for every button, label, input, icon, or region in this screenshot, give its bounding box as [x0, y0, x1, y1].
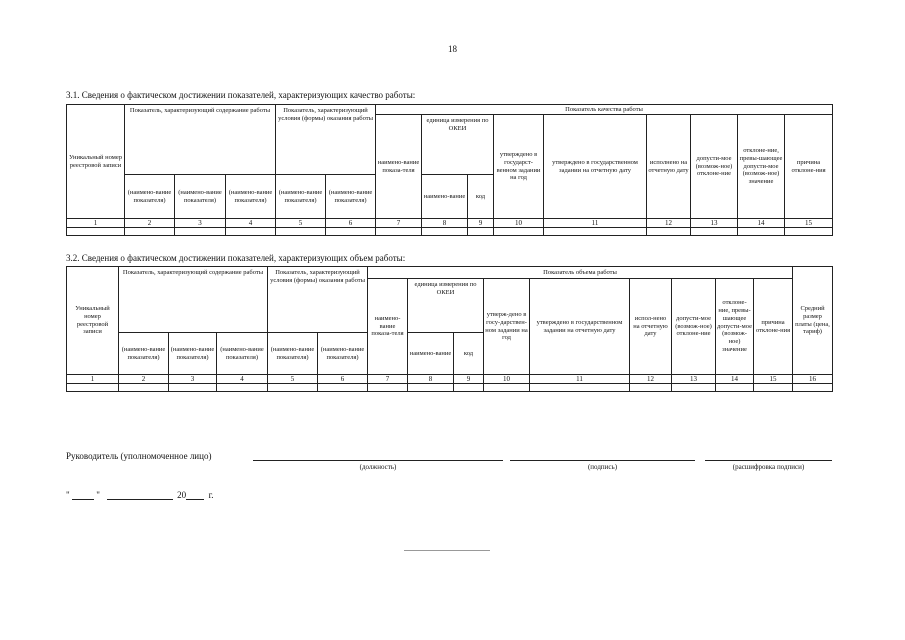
column-number: 5 [268, 375, 318, 384]
section-2-title: 3.2. Сведения о фактическом достижении показателей, характеризующих объем работы: [66, 253, 406, 263]
column-number: 13 [691, 219, 738, 228]
header-sub-name: (наимено-вание показателя) [119, 333, 169, 375]
header-approved-year: утверждено в государст-венном задании на год [494, 115, 544, 219]
header-approved-year: утверж-дено в госу-дарствен-ном задании на год [484, 279, 530, 375]
column-number: 6 [326, 219, 376, 228]
column-number: 7 [368, 375, 408, 384]
column-number: 10 [484, 375, 530, 384]
header-sub-name: (наимено-вание показателя) [226, 175, 276, 219]
column-number: 12 [647, 219, 691, 228]
header-sub-name: (наимено-вание показателя) [169, 333, 217, 375]
header-allowed-deviation: допусти-мое (возмож-ное) отклоне-ние [672, 279, 716, 375]
column-number: 4 [217, 375, 268, 384]
signature-line[interactable] [510, 460, 695, 461]
column-number: 11 [544, 219, 647, 228]
empty-data-row [67, 384, 833, 392]
column-number: 12 [630, 375, 672, 384]
column-number-row [67, 375, 833, 384]
column-number: 1 [67, 375, 119, 384]
date-year-field[interactable] [186, 490, 204, 500]
header-sub-name: (наимено-вание показателя) [326, 175, 376, 219]
column-number: 1 [67, 219, 125, 228]
column-number: 16 [793, 375, 833, 384]
column-number: 3 [169, 375, 217, 384]
date-close-quote: " [96, 490, 100, 500]
date-year-suffix: г. [208, 490, 214, 500]
header-conditions-indicator: Показатель, характеризующий условия (формы) оказания работы [276, 105, 376, 175]
header-executed: исполнено на отчетную дату [647, 115, 691, 219]
header-unit-code: код [468, 175, 494, 219]
header-okei-unit: единица измерения по ОКЕИ [408, 279, 484, 333]
header-approved-date: утверждено в государственном задании на отчетную дату [530, 279, 630, 375]
quality-indicators-table [66, 104, 833, 236]
header-volume-group: Показатель объема работы [368, 267, 793, 279]
header-deviation-reason: причина отклоне-ния [785, 115, 833, 219]
header-content-indicator: Показатель, характеризующий содержание работы [125, 105, 276, 175]
date-month-field[interactable] [107, 490, 173, 500]
header-exceeding-deviation: отклоне-ние, превы-шающее допусти-мое (возмож-ное) значение [738, 115, 785, 219]
header-unique-number: Уникальный номер реестровой записи [67, 105, 125, 219]
column-number: 2 [119, 375, 169, 384]
column-number: 8 [408, 375, 454, 384]
decryption-line[interactable] [705, 460, 832, 461]
header-executed: испол-нено на отчетную дату [630, 279, 672, 375]
section-1-title: 3.1. Сведения о фактическом достижении показателей, характеризующих качество работы: [66, 90, 416, 100]
header-unit-name: наимено-вание [408, 333, 454, 375]
column-number: 4 [226, 219, 276, 228]
header-unit-name: наимено-вание [422, 175, 468, 219]
signatory-label: Руководитель (уполномоченное лицо) [66, 451, 212, 461]
header-quality-group: Показатель качества работы [376, 105, 833, 115]
column-number: 11 [530, 375, 630, 384]
header-sub-name: (наимено-вание показателя) [268, 333, 318, 375]
page-number: 18 [448, 44, 457, 54]
column-number: 13 [672, 375, 716, 384]
column-number: 5 [276, 219, 326, 228]
decryption-caption: (расшифровка подписи) [732, 463, 805, 471]
header-sub-name: (наимено-вание показателя) [125, 175, 175, 219]
header-indicator-name: наимено-вание показа-теля [368, 279, 408, 375]
column-number: 8 [422, 219, 468, 228]
header-sub-name: (наимено-вание показателя) [276, 175, 326, 219]
column-number-row [67, 219, 833, 228]
header-average-fee: Средний размер платы (цена, тариф) [793, 267, 833, 375]
header-unique-number: Уникальный номер реестровой записи [67, 267, 119, 375]
header-unit-code: код [454, 333, 484, 375]
header-exceeding-deviation: отклоне-ние, превы-шающее допусти-мое (возмож-ное) значение [716, 279, 754, 375]
header-okei-unit: единица измерения по ОКЕИ [422, 115, 494, 175]
date-day-field[interactable] [72, 490, 94, 500]
header-sub-name: (наимено-вание показателя) [175, 175, 226, 219]
date-year-prefix: 20 [177, 490, 187, 500]
column-number: 15 [785, 219, 833, 228]
header-sub-name: (наимено-вание показателя) [318, 333, 368, 375]
column-number: 9 [468, 219, 494, 228]
position-line[interactable] [253, 460, 503, 461]
column-number: 7 [376, 219, 422, 228]
date-line [66, 490, 214, 500]
header-indicator-name: наимено-вание показа-теля [376, 115, 422, 219]
column-number: 10 [494, 219, 544, 228]
column-number: 9 [454, 375, 484, 384]
column-number: 6 [318, 375, 368, 384]
column-number: 14 [716, 375, 754, 384]
position-caption: (должность) [359, 463, 397, 471]
header-deviation-reason: причина отклоне-ния [754, 279, 793, 375]
column-number: 3 [175, 219, 226, 228]
header-approved-date: утверждено в государственном задании на отчетную дату [544, 115, 647, 219]
empty-data-row [67, 228, 833, 236]
header-content-indicator: Показатель, характеризующий содержание работы [119, 267, 268, 333]
signature-caption: (подпись) [587, 463, 618, 471]
footer-rule [404, 550, 490, 551]
column-number: 2 [125, 219, 175, 228]
header-allowed-deviation: допусти-мое (возмож-ное) отклоне-ние [691, 115, 738, 219]
date-open-quote: " [66, 490, 70, 500]
header-conditions-indicator: Показатель, характеризующий условия (формы) оказания работы [268, 267, 368, 333]
volume-indicators-table [66, 266, 833, 392]
column-number: 14 [738, 219, 785, 228]
column-number: 15 [754, 375, 793, 384]
header-sub-name: (наимено-вание показателя) [217, 333, 268, 375]
